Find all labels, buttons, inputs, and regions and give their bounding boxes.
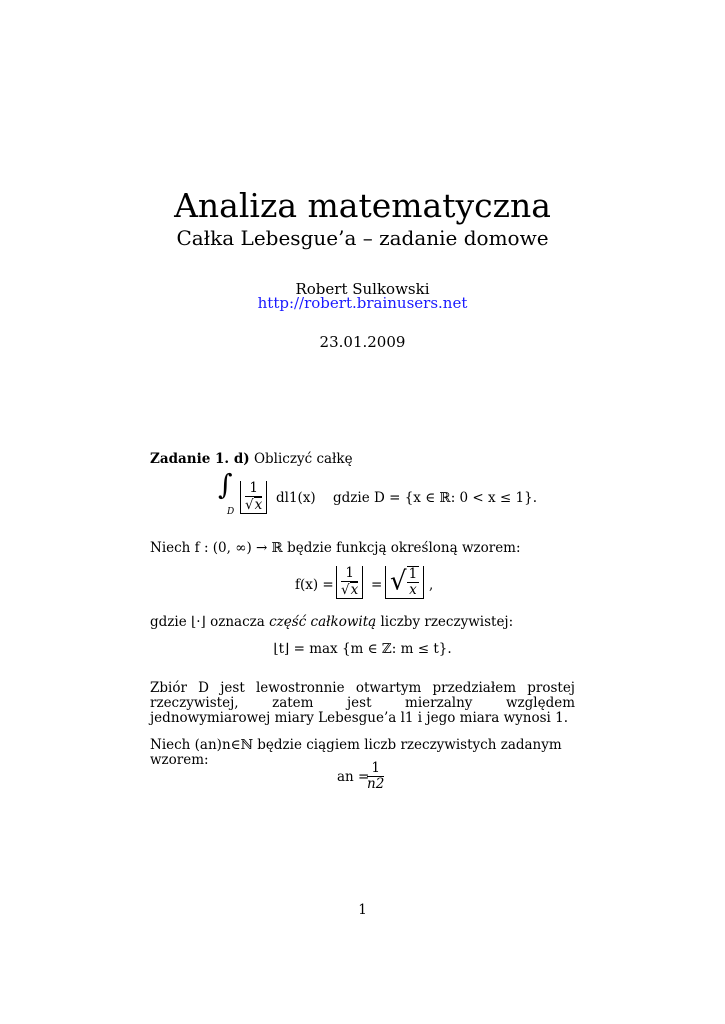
eq1-num: 1 (341, 566, 358, 582)
integral-sign: ∫ (218, 468, 233, 501)
integral-measure: dl1(x) (276, 490, 316, 506)
sequence-equation (337, 761, 417, 797)
url-line (0, 293, 725, 312)
eq1-equals: = (371, 577, 383, 593)
paragraph-floor-def (150, 615, 575, 630)
document-title: Analiza matematyczna (174, 186, 551, 225)
sqrt-symbol: √ (390, 566, 407, 597)
eq1-inner-fraction (407, 566, 420, 598)
author-name: Robert Sulkowski (295, 280, 430, 298)
integral-condition: gdzie D = {x ∈ ℝ: 0 < x ≤ 1}. (333, 490, 538, 506)
eq1-trailing: , (429, 577, 434, 593)
eq1-inner-num: 1 (408, 566, 418, 582)
function-equation (295, 566, 455, 608)
p2-pre: gdzie ⌊·⌋ oznacza (150, 614, 270, 630)
eq1-lhs: f(x) = (295, 577, 334, 593)
paragraph-sequence: Niech (an)n∈ℕ będzie ciągiem liczb rzeczywistych zadanym wzorem: (150, 737, 562, 768)
document-date: 23.01.2009 (319, 333, 406, 351)
floor-equation: ⌊t⌋ = max {m ∈ ℤ: m ≤ t}. (273, 641, 452, 657)
paragraph-measure: Zbiór D jest lewostronnie otwartym przedziałem prostej rzeczywistej, zatem jest mierzalny względem jednowymiarowej miary Lebesgue’a l1 i jego miara wynosi 1. (150, 680, 575, 726)
problem-text: Obliczyć całkę (253, 451, 353, 467)
problem-statement (150, 452, 575, 467)
author-url-link[interactable]: http://robert.brainusers.net (257, 294, 468, 312)
eq3-denominator: n2 (367, 776, 385, 792)
eq3-fraction (367, 761, 384, 792)
paragraph-function-def: Niech f : (0, ∞) → ℝ będzie funkcją określoną wzorem: (150, 540, 521, 556)
p2-emph: część całkowitą (269, 614, 377, 630)
eq1-den: √x (341, 582, 359, 598)
eq1-floor-1 (336, 566, 363, 599)
eq3-lhs: an = (337, 769, 370, 785)
p2-post: liczby rzeczywistej: (376, 614, 514, 630)
integral-denominator: x (254, 497, 263, 513)
eq3-numerator: 1 (367, 761, 384, 777)
integral-numerator: 1 (245, 481, 262, 497)
page-number: 1 (358, 902, 367, 918)
eq1-floor-2 (385, 566, 424, 599)
integral-domain: D (227, 507, 235, 517)
integral-fraction: $\frac{1}{√x}$ (245, 480, 263, 513)
eq1-inner-den: x (409, 582, 417, 598)
eq1-fraction (341, 566, 358, 598)
document-subtitle: Całka Lebesgue’a – zadanie domowe (176, 226, 549, 250)
problem-label: Zadanie 1. d) (150, 451, 250, 467)
integral-floor (240, 481, 267, 514)
